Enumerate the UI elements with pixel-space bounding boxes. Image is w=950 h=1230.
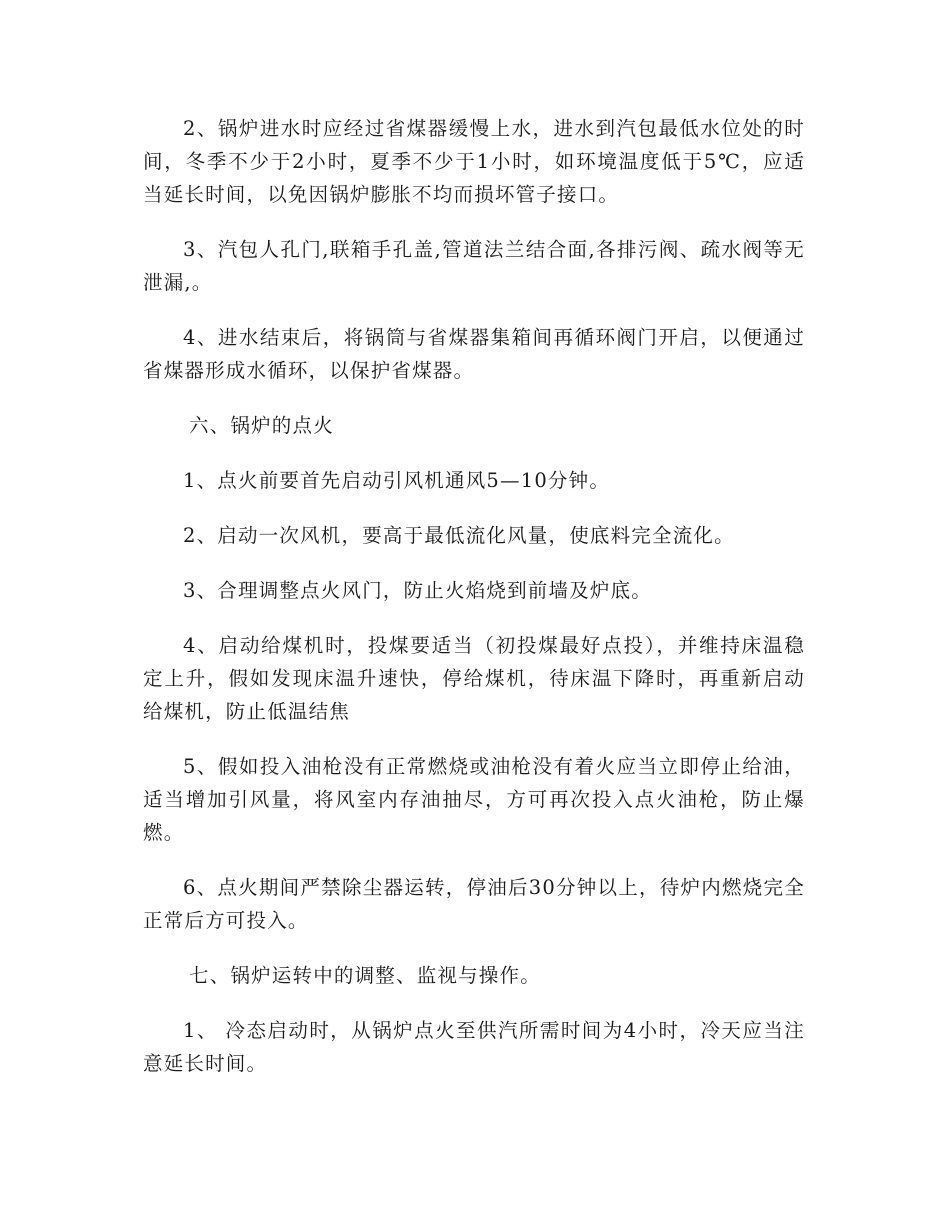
paragraph-oil-gun: 5、假如投入油枪没有正常燃烧或油枪没有着火应当立即停止给油，适当增加引风量，将风室内存油抽尽，方可再次投入点火油枪，防止爆燃。 [143, 755, 805, 844]
paragraph-ignition-damper: 3、合理调整点火风门，防止火焰烧到前墙及炉底。 [183, 579, 653, 602]
paragraph-dust-collector: 6、点火期间严禁除尘器运转，停油后30分钟以上，待炉内燃烧完全正常后方可投入。 [143, 876, 805, 932]
paragraph-leak-check: 3、汽包人孔门,联箱手孔盖,管道法兰结合面,各排污阀、疏水阀等无泄漏,。 [143, 238, 805, 294]
section-heading-ignition: 六、锅炉的点火 [189, 414, 334, 437]
document-page [143, 112, 805, 1102]
paragraph-cold-start: 1、 冷态启动时，从锅炉点火至供汽所需时间为4小时，冷天应当注意延长时间。 [143, 1019, 805, 1075]
paragraph-coal-feeder: 4、启动给煤机时，投煤要适当（初投煤最好点投），并维持床温稳定上升，假如发现床温升速快，停给煤机，待床温下降时，再重新启动给煤机，防止低温结焦 [143, 634, 805, 723]
paragraph-water-feed-timing: 2、锅炉进水时应经过省煤器缓慢上水，进水到汽包最低水位处的时间，冬季不少于2小时，夏季不少于1小时，如环境温度低于5℃，应适当延长时间，以免因锅炉膨胀不均而损坏管子接口。 [143, 117, 805, 206]
paragraph-primary-fan: 2、启动一次风机，要高于最低流化风量，使底料完全流化。 [183, 524, 735, 547]
section-heading-operation: 七、锅炉运转中的调整、监视与操作。 [189, 964, 541, 987]
paragraph-induced-draft-fan: 1、点火前要首先启动引风机通风5—10分钟。 [183, 469, 611, 492]
paragraph-recirculation-valve: 4、进水结束后，将锅筒与省煤器集箱间再循环阀门开启，以便通过省煤器形成水循环，以保护省煤器。 [143, 326, 805, 382]
